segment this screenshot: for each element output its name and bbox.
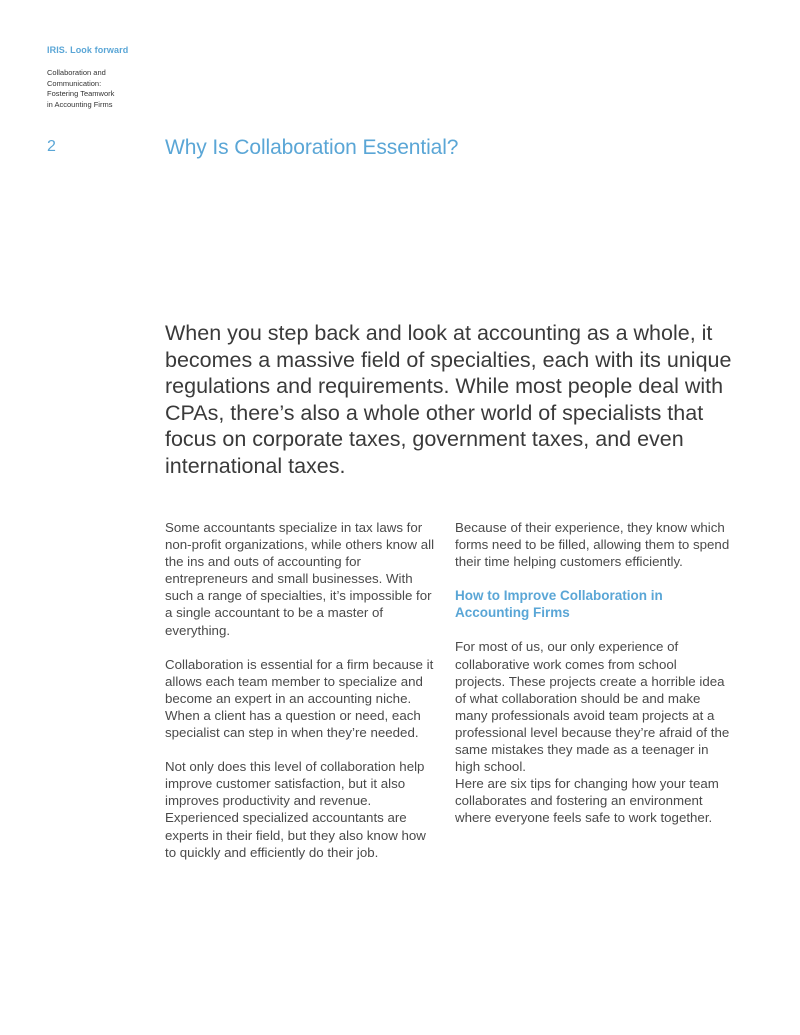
body-paragraph: For most of us, our only experience of collaborative work comes from school projects. These projects create a horrible idea of what collaboration should be and make many professionals avoid team projects at a professional level because they’re afraid of the same mistakes they made as a teenager in high school. <box>455 639 730 775</box>
right-column <box>455 519 730 844</box>
body-paragraph: Because of their experience, they know which forms need to be filled, allowing them to spend their time helping customers efficiently. <box>455 520 730 570</box>
section-heading: Why Is Collaboration Essential? <box>165 136 459 159</box>
body-paragraph: Not only does this level of collaboration help improve customer satisfaction, but it also improves productivity and revenue. Experienced specialized accountants are experts in their field, but they also know how to quickly and efficiently do their job. <box>165 759 426 860</box>
lead-paragraph: When you step back and look at accounting as a whole, it becomes a massive field of specialties, each with its unique regulations and requirements. While most people deal with CPAs, there’s also a whole other world of specialists that focus on corporate taxes, government taxes, and even international taxes. <box>165 321 732 478</box>
left-column <box>165 519 440 878</box>
body-paragraph: Here are six tips for changing how your team collaborates and fostering an environment where everyone feels safe to work together. <box>455 776 719 826</box>
body-paragraph: Some accountants specialize in tax laws for non-profit organizations, while others know all the ins and outs of accounting for entrepreneurs and small businesses. With such a range of specialties, it’s impossible for a single accountant to be a master of everything. <box>165 520 435 638</box>
page-number: 2 <box>47 138 56 155</box>
body-paragraph: Collaboration is essential for a firm because it allows each team member to specialize and become an expert in an accounting niche. When a client has a question or need, each specialist can step in when they’re needed. <box>165 656 434 741</box>
document-title: Collaboration and Communication: Fostering Teamwork in Accounting Firms <box>47 68 115 109</box>
subheading: How to Improve Collaboration in Accounting Firms <box>455 588 663 621</box>
brand-label: IRIS. Look forward <box>47 45 129 55</box>
